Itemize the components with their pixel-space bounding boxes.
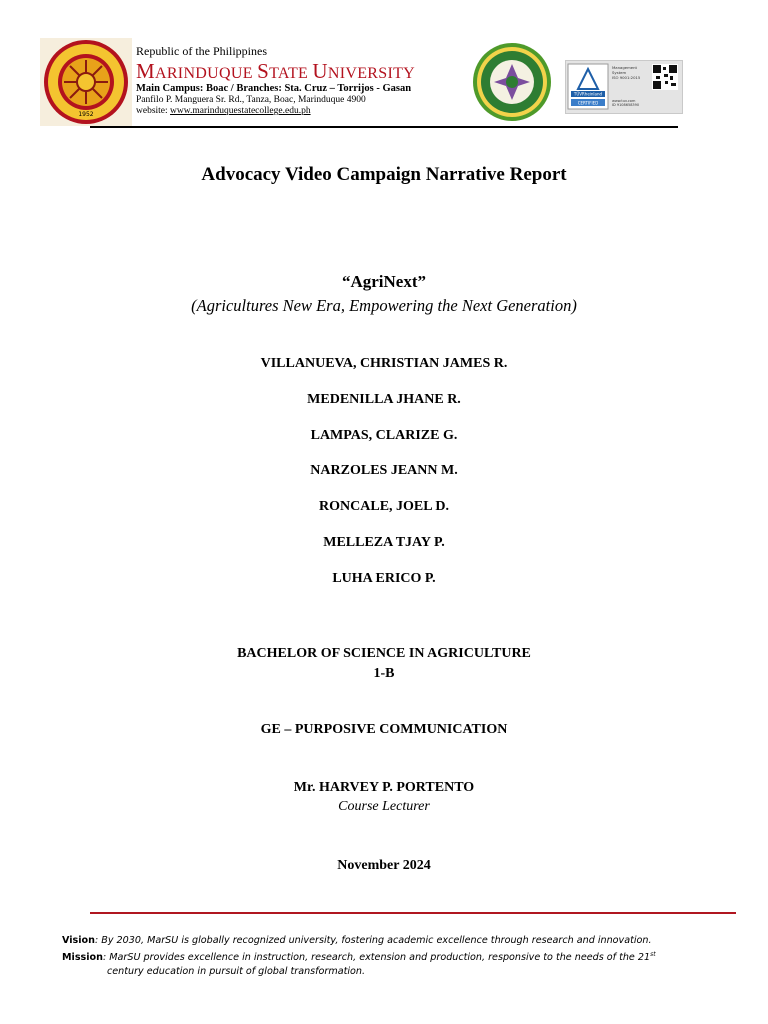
republic-line: Republic of the Philippines [136,44,267,58]
mission-continuation: century education in pursuit of global transformation. [107,966,366,978]
member-name: MEDENILLA JHANE R. [307,392,461,407]
svg-text:System: System [612,70,627,75]
iso-certification-badge [565,60,683,114]
header-divider [90,126,678,128]
lecturer-name: Mr. HARVEY P. PORTENTO [293,780,475,795]
svg-text:CERTIFIED: CERTIFIED [577,100,599,106]
section: 1-B [373,666,395,681]
svg-text:www.tuv.com: www.tuv.com [612,99,636,103]
address-line: Panfilo P. Manguera Sr. Rd., Tanza, Boac, Marinduque 4900 [136,95,366,106]
svg-text:ID 9108658390: ID 9108658390 [612,103,640,107]
lecturer-role: Course Lecturer [338,799,430,814]
tuv-certification-icon [566,61,682,113]
member-name: LAMPAS, CLARIZE G. [310,428,458,443]
member-name: MELLEZA TJAY P. [323,535,445,550]
green-seal-logo [472,42,552,122]
vision-line: Vision: By 2030, MarSU is globally recognized university, fostering academic excellence through research and innovation. [62,935,652,946]
report-date: November 2024 [337,858,431,873]
university-seal-logo [40,38,132,126]
svg-text:1952: 1952 [78,111,94,118]
degree-program [0,644,768,684]
svg-text:ISO 9001:2015: ISO 9001:2015 [612,75,641,80]
project-subtitle: (Agricultures New Era, Empowering the Next Generation) [191,296,577,315]
website-line: website: www.marinduquestatecollege.edu.ph [136,106,311,117]
website-link[interactable]: www.marinduquestatecollege.edu.ph [170,106,311,117]
course-name: GE – PURPOSIVE COMMUNICATION [260,722,508,737]
university-name: MARINDUQUE STATE UNIVERSITY [136,58,416,83]
vision-mission-footer [62,934,722,979]
program-name: BACHELOR OF SCIENCE IN AGRICULTURE [237,646,531,661]
mission-line: Mission: MarSU provides excellence in instruction, research, extension and production, responsive to the needs of the 21st [62,951,656,964]
member-name: VILLANUEVA, CHRISTIAN JAMES R. [260,356,508,371]
letterhead [136,45,466,117]
svg-text:TÜVRheinland: TÜVRheinland [573,91,603,97]
project-title: “AgriNext” [341,272,427,291]
member-name: RONCALE, JOEL D. [319,499,449,514]
svg-text:Management: Management [612,65,638,70]
campus-line: Main Campus: Boac / Branches: Sta. Cruz – Torrijos - Gasan [136,83,412,95]
member-name: NARZOLES JEANN M. [310,463,458,478]
member-name: LUHA ERICO P. [332,571,436,586]
report-title: Advocacy Video Campaign Narrative Report [201,164,567,185]
footer-divider [90,912,736,914]
